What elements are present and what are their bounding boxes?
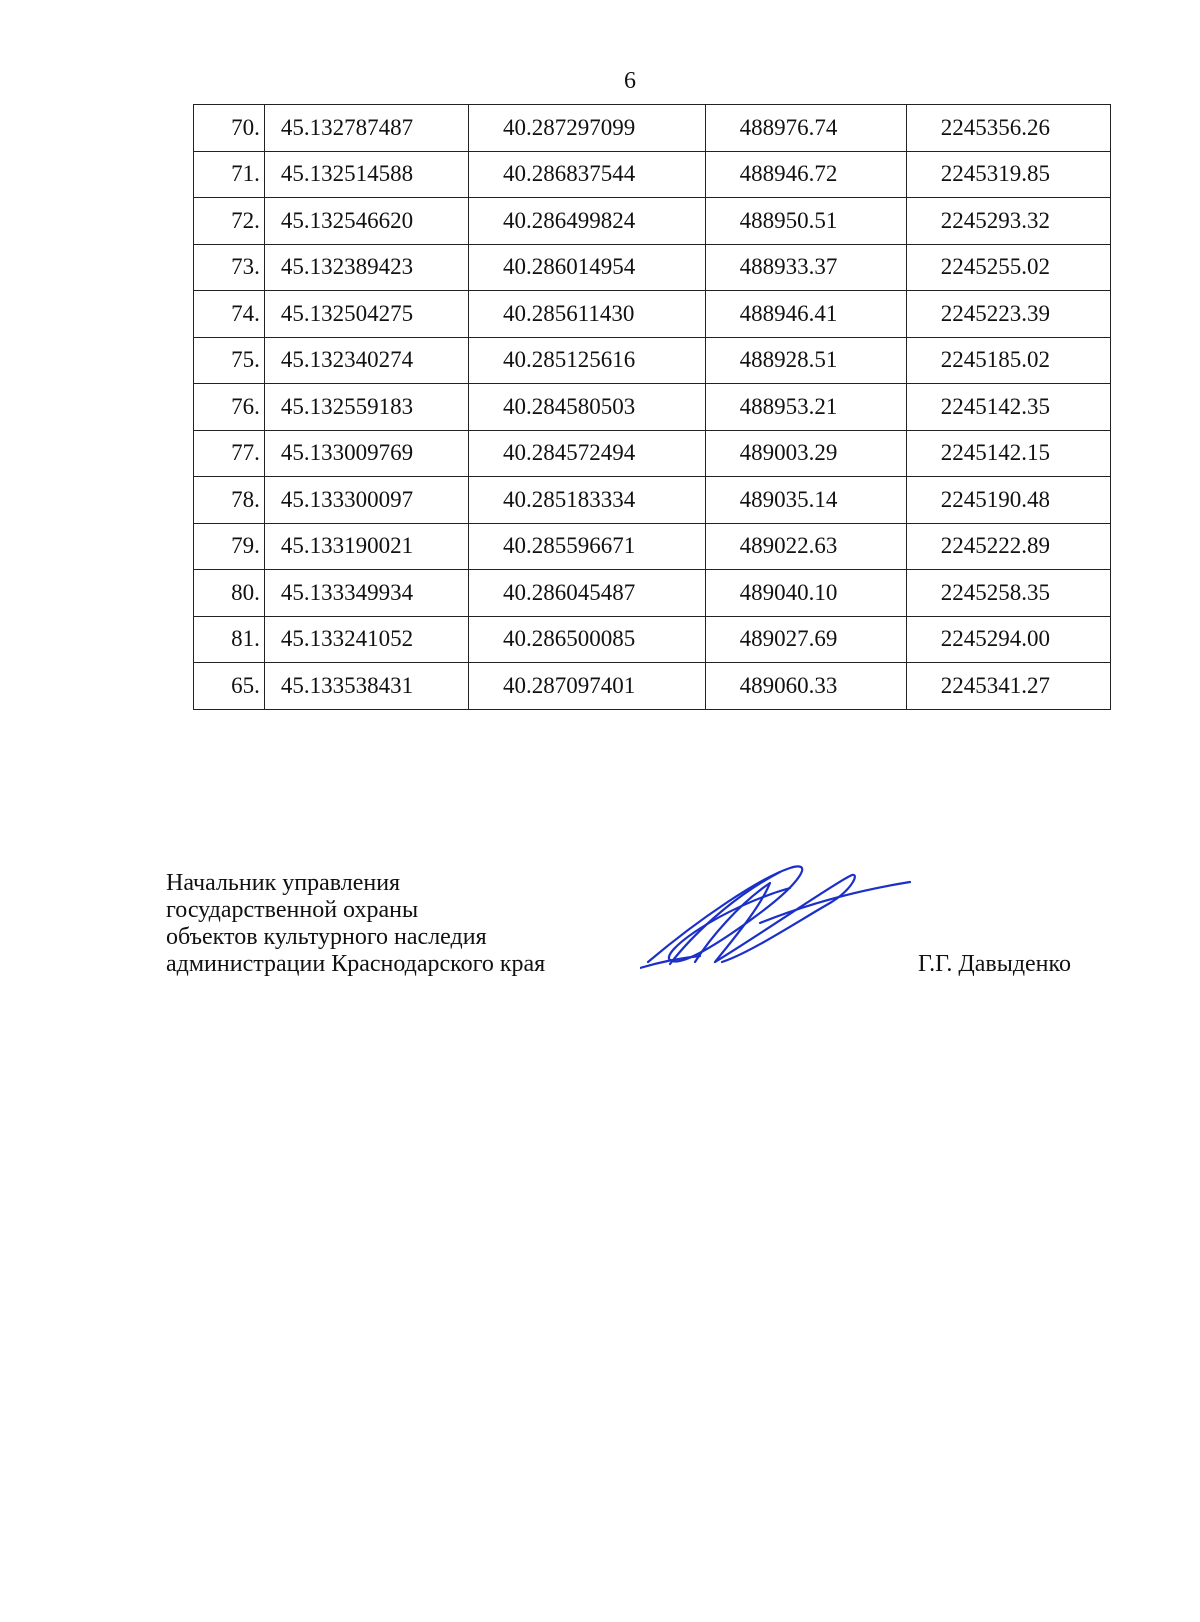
row-number-cell: 80. [194, 570, 265, 617]
latitude-cell: 45.132389423 [264, 244, 468, 291]
x-coordinate-cell: 489060.33 [705, 663, 906, 710]
row-number-cell: 74. [194, 291, 265, 338]
row-number-cell: 71. [194, 151, 265, 198]
y-coordinate-cell: 2245258.35 [906, 570, 1110, 617]
y-coordinate-cell: 2245142.15 [906, 430, 1110, 477]
longitude-cell: 40.285125616 [468, 337, 705, 384]
title-line-3: объектов культурного наследия [166, 924, 487, 950]
longitude-cell: 40.287097401 [468, 663, 705, 710]
table-row [194, 523, 1111, 570]
x-coordinate-cell: 489035.14 [705, 477, 906, 524]
x-coordinate-cell: 488946.41 [705, 291, 906, 338]
y-coordinate-cell: 2245294.00 [906, 616, 1110, 663]
latitude-cell: 45.133538431 [264, 663, 468, 710]
title-line-4: администрации Краснодарского края [166, 951, 546, 977]
table-row [194, 105, 1111, 152]
latitude-cell: 45.132504275 [264, 291, 468, 338]
y-coordinate-cell: 2245255.02 [906, 244, 1110, 291]
row-number-cell: 65. [194, 663, 265, 710]
row-number-cell: 76. [194, 384, 265, 431]
table-row [194, 570, 1111, 617]
table-row [194, 616, 1111, 663]
table-row [194, 151, 1111, 198]
latitude-cell: 45.133241052 [264, 616, 468, 663]
title-line-2: государственной охраны [166, 897, 419, 923]
longitude-cell: 40.286014954 [468, 244, 705, 291]
x-coordinate-cell: 489040.10 [705, 570, 906, 617]
title-line-1: Начальник управления [166, 870, 401, 896]
row-number-cell: 78. [194, 477, 265, 524]
table-row [194, 477, 1111, 524]
x-coordinate-cell: 488933.37 [705, 244, 906, 291]
row-number-cell: 70. [194, 105, 265, 152]
longitude-cell: 40.286500085 [468, 616, 705, 663]
x-coordinate-cell: 489022.63 [705, 523, 906, 570]
longitude-cell: 40.286837544 [468, 151, 705, 198]
table-row [194, 663, 1111, 710]
x-coordinate-cell: 488953.21 [705, 384, 906, 431]
handwritten-signature [640, 858, 940, 1008]
row-number-cell: 75. [194, 337, 265, 384]
x-coordinate-cell: 488976.74 [705, 105, 906, 152]
longitude-cell: 40.287297099 [468, 105, 705, 152]
table-row [194, 384, 1111, 431]
latitude-cell: 45.133349934 [264, 570, 468, 617]
row-number-cell: 81. [194, 616, 265, 663]
table-row [194, 337, 1111, 384]
row-number-cell: 72. [194, 198, 265, 245]
latitude-cell: 45.133009769 [264, 430, 468, 477]
coordinates-table-body [194, 105, 1111, 710]
latitude-cell: 45.133190021 [264, 523, 468, 570]
x-coordinate-cell: 488928.51 [705, 337, 906, 384]
latitude-cell: 45.132787487 [264, 105, 468, 152]
longitude-cell: 40.286499824 [468, 198, 705, 245]
longitude-cell: 40.285611430 [468, 291, 705, 338]
x-coordinate-cell: 488946.72 [705, 151, 906, 198]
y-coordinate-cell: 2245185.02 [906, 337, 1110, 384]
longitude-cell: 40.285183334 [468, 477, 705, 524]
latitude-cell: 45.133300097 [264, 477, 468, 524]
table-row [194, 198, 1111, 245]
y-coordinate-cell: 2245223.39 [906, 291, 1110, 338]
row-number-cell: 77. [194, 430, 265, 477]
longitude-cell: 40.286045487 [468, 570, 705, 617]
row-number-cell: 73. [194, 244, 265, 291]
longitude-cell: 40.285596671 [468, 523, 705, 570]
page-number: 6 [624, 68, 636, 94]
table-row [194, 291, 1111, 338]
y-coordinate-cell: 2245356.26 [906, 105, 1110, 152]
x-coordinate-cell: 489027.69 [705, 616, 906, 663]
latitude-cell: 45.132514588 [264, 151, 468, 198]
row-number-cell: 79. [194, 523, 265, 570]
table-row [194, 244, 1111, 291]
latitude-cell: 45.132559183 [264, 384, 468, 431]
y-coordinate-cell: 2245293.32 [906, 198, 1110, 245]
x-coordinate-cell: 488950.51 [705, 198, 906, 245]
coordinates-table [193, 104, 1111, 710]
latitude-cell: 45.132340274 [264, 337, 468, 384]
y-coordinate-cell: 2245222.89 [906, 523, 1110, 570]
table-row [194, 430, 1111, 477]
y-coordinate-cell: 2245319.85 [906, 151, 1110, 198]
latitude-cell: 45.132546620 [264, 198, 468, 245]
y-coordinate-cell: 2245190.48 [906, 477, 1110, 524]
signatory-name: Г.Г. Давыденко [918, 951, 1071, 977]
longitude-cell: 40.284572494 [468, 430, 705, 477]
y-coordinate-cell: 2245142.35 [906, 384, 1110, 431]
longitude-cell: 40.284580503 [468, 384, 705, 431]
y-coordinate-cell: 2245341.27 [906, 663, 1110, 710]
x-coordinate-cell: 489003.29 [705, 430, 906, 477]
signature-title-block [166, 870, 545, 978]
